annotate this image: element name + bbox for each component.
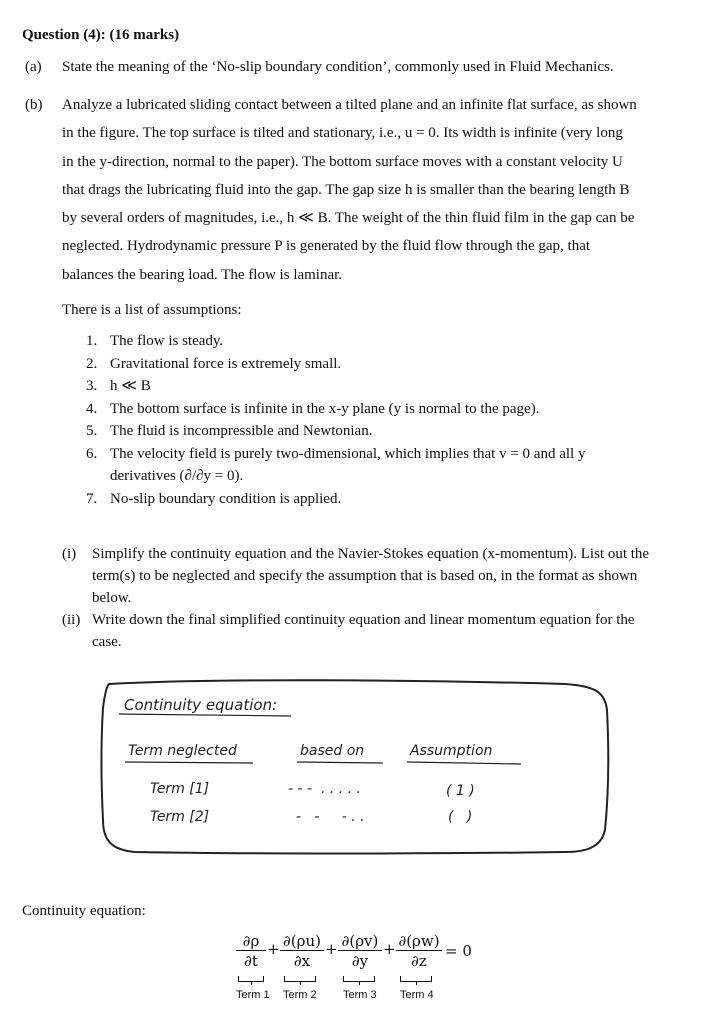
term1-denominator: ∂t [244, 952, 258, 970]
item-text: h ≪ B [110, 378, 151, 394]
item-text: The fluid is incompressible and Newtonian. [110, 423, 373, 439]
continuity-label: Continuity equation: [22, 903, 146, 919]
term3-brace [343, 976, 375, 982]
box-col-term: Term neglected [128, 743, 237, 759]
part-a-text: State the meaning of the ‘No-slip boundary condition’, commonly used in Fluid Mechanics. [62, 59, 614, 75]
term2-numerator: ∂(ρu) [280, 932, 324, 951]
term2-brace [284, 976, 316, 982]
term4-label: Term 4 [400, 989, 434, 1001]
subpart-ii [62, 609, 652, 653]
item-text: No-slip boundary condition is applied. [110, 490, 342, 507]
box-col-assumption: Assumption [410, 743, 493, 759]
plus-sign: + [383, 940, 396, 958]
part-b-line: by several orders of magnitudes, i.e., h ≪ B. The weight of the thin fluid film in the gap can be [62, 210, 635, 227]
term2-denominator: ∂x [293, 952, 311, 970]
part-b-paragraph [62, 91, 682, 289]
part-b-line: balances the bearing load. The flow is laminar. [62, 266, 343, 283]
box-row2-assumption: ( ) [448, 809, 473, 825]
term3-denominator: ∂y [351, 952, 369, 970]
item-number: 4. [86, 400, 98, 417]
item-number: 7. [86, 490, 98, 507]
item-text: The flow is steady. [110, 333, 224, 349]
item-number: 2. [86, 355, 98, 372]
box-row1-term: Term [1] [150, 781, 210, 797]
box-row2-term: Term [2] [150, 809, 210, 825]
subpart-label: (i) [62, 546, 77, 562]
box-row1-dots: - - - . . . . . [288, 781, 362, 797]
part-b-line: that drags the lubricating fluid into the gap. The gap size h is smaller than the bearing length B [62, 181, 630, 198]
term4-denominator: ∂z [411, 952, 427, 970]
assumptions-list [86, 330, 646, 510]
question-title: Question (4): (16 marks) [22, 27, 180, 43]
part-b-line: in the figure. The top surface is tilted and stationary, i.e., u = 0. Its width is infinite (very long [62, 125, 623, 142]
plus-sign: + [325, 940, 338, 958]
subpart-i [62, 543, 652, 609]
term1-brace [238, 976, 264, 982]
box-row1-assumption: ( 1 ) [446, 783, 475, 799]
box-row2-dots: - - - . . [296, 809, 365, 825]
term1-label: Term 1 [236, 989, 270, 1001]
subpart-label: (ii) [62, 612, 81, 628]
item-text: Gravitational force is extremely small. [110, 355, 342, 372]
part-a-label: (a) [25, 59, 42, 75]
item-number: 1. [86, 333, 98, 349]
list-item [86, 420, 646, 443]
term1-numerator: ∂ρ [236, 932, 266, 951]
list-item [86, 398, 646, 421]
assumptions-intro: There is a list of assumptions: [62, 302, 242, 318]
list-item [86, 330, 646, 353]
part-b-line: Analyze a lubricated sliding contact between a tilted plane and an infinite flat surface, as shown [62, 97, 637, 113]
item-number: 6. [86, 445, 98, 462]
list-item [86, 443, 646, 488]
item-text: The velocity field is purely two-dimensional, which implies that v = 0 and all y derivatives (∂/∂y = 0). [110, 445, 586, 484]
term1-fraction [236, 932, 266, 971]
part-b-line: neglected. Hydrodynamic pressure P is generated by the fluid flow through the gap, that [62, 238, 591, 255]
box-heading: Continuity equation: [124, 696, 278, 714]
term4-brace [400, 976, 432, 982]
list-item [86, 353, 646, 376]
term4-fraction [396, 932, 442, 971]
term2-label: Term 2 [283, 989, 317, 1001]
continuity-equation [236, 932, 496, 992]
box-col-based: based on [300, 743, 365, 759]
list-item [86, 488, 646, 511]
item-text: The bottom surface is infinite in the x-y plane (y is normal to the page). [110, 400, 540, 417]
term3-label: Term 3 [343, 989, 377, 1001]
term3-numerator: ∂(ρv) [338, 932, 382, 951]
equals-zero: = 0 [445, 942, 472, 960]
part-b-label: (b) [25, 97, 43, 113]
term4-numerator: ∂(ρw) [396, 932, 442, 951]
plus-sign: + [267, 940, 280, 958]
part-b-line: in the y-direction, normal to the paper). The bottom surface moves with a constant velocity U [62, 153, 623, 170]
list-item [86, 375, 646, 398]
subpart-text: Simplify the continuity equation and the Navier-Stokes equation (x-momentum). List out the term(s) to be neglected and specify the assumption that is based on, in the format as shown below. [92, 546, 650, 606]
item-number: 3. [86, 378, 98, 394]
term3-fraction [338, 932, 382, 971]
term2-fraction [280, 932, 324, 971]
subpart-text: Write down the final simplified continuity equation and linear momentum equation for the case. [92, 612, 635, 650]
item-number: 5. [86, 423, 98, 439]
